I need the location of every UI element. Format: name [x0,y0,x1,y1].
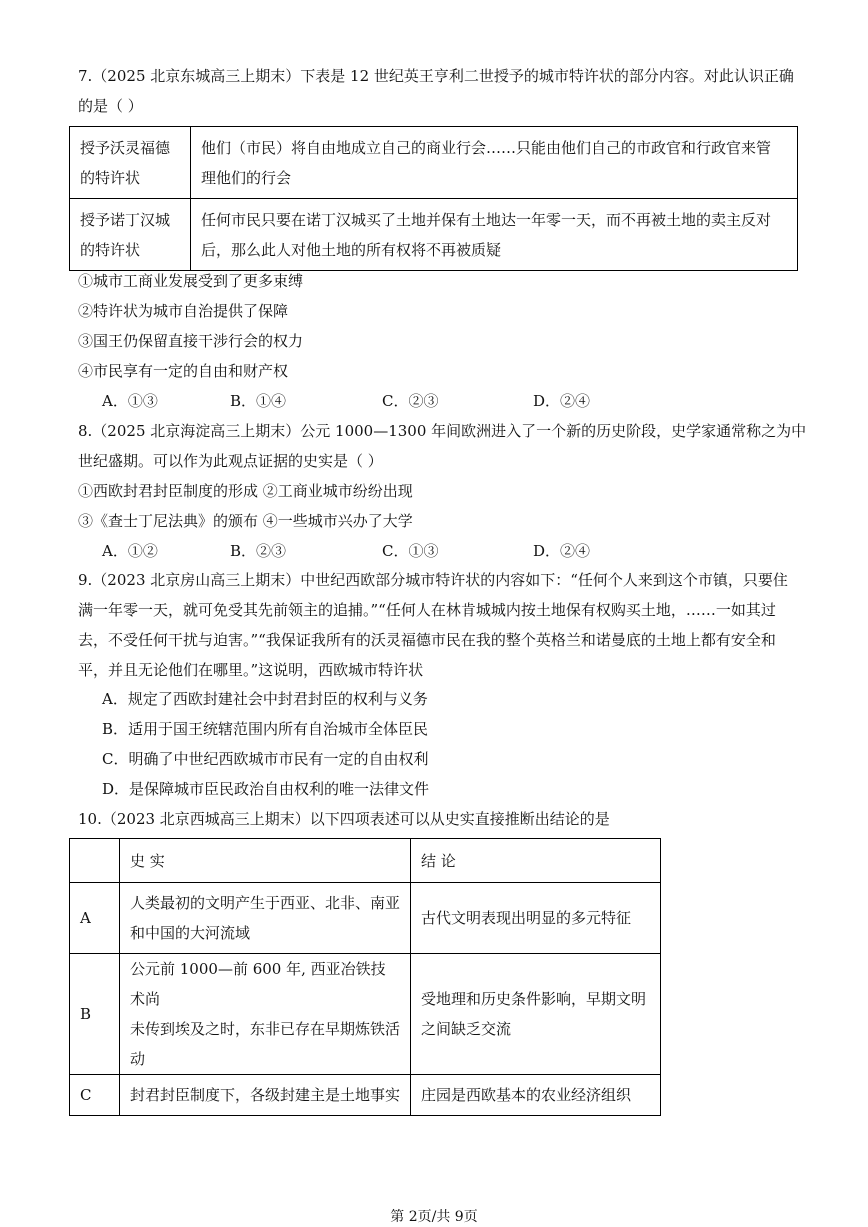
table-row [70,1075,661,1116]
cell-line: 古代文明表现出明显的多元特征 [421,909,632,927]
row-letter: A [70,883,120,954]
row-letter: C [70,1075,120,1116]
cell-line: 未传到埃及之时，东非已存在早期炼铁活 [130,1020,401,1038]
table-header-empty [70,839,120,883]
q9-option-a[interactable]: A．规定了西欧封建社会中封君封臣的权利与义务 [102,690,428,708]
table-row [70,127,798,199]
q7-option-a[interactable]: A．①③ [102,392,158,410]
table-cell-label [70,199,191,271]
q7-stem-line2: 的是（ ） [78,97,143,115]
q8-option-d[interactable]: D．②④ [533,542,591,560]
row-fact [120,883,411,954]
cell-line: 受地理和历史条件影响，早期文明 [421,990,647,1008]
page-footer: 第 2页/共 9页 [390,1209,478,1225]
q8-option-b[interactable]: B．②③ [230,542,287,560]
cell-line: 理他们的行会 [201,168,292,187]
q8-option-c[interactable]: C．①③ [382,542,439,560]
q9-stem-line: 平，并且无论他们在哪里。”这说明，西欧城市特许状 [78,661,424,679]
q9-option-b[interactable]: B．适用于国王统辖范围内所有自治城市全体臣民 [102,720,429,738]
table-cell-content [191,127,798,199]
cell-line: 任何市民只要在诺丁汉城买了土地并保有土地达一年零一天，而不再被土地的卖主反对 [201,210,772,229]
q7-option-d[interactable]: D．②④ [533,392,591,410]
cell-line: 他们（市民）将自由地成立自己的商业行会……只能由他们自己的市政官和行政官来管 [201,138,772,157]
cell-line: 人类最初的文明产生于西亚、北非、南亚 [130,894,401,912]
cell-line: 庄园是西欧基本的农业经济组织 [421,1086,632,1104]
row-conclusion [411,1075,661,1116]
cell-line: 后，那么此人对他土地的所有权将不再被质疑 [201,240,502,259]
q9-stem-line: 9.（2023 北京房山高三上期末）中世纪西欧部分城市特许状的内容如下：“任何个人来到这个市镇，只要住 [78,571,788,589]
q7-statement: ④市民享有一定的自由和财产权 [78,362,289,380]
q8-stem-line1: 8.（2025 北京海淀高三上期末）公元 1000—1300 年间欧洲进入了一个新的历史阶段，史学家通常称之为中 [78,422,807,440]
q7-statement: ②特许状为城市自治提供了保障 [78,302,289,320]
cell-line: 授予沃灵福德 [80,138,171,157]
row-fact [120,954,411,1075]
table-header-row [70,839,661,883]
q7-option-b[interactable]: B．①④ [230,392,287,410]
cell-line: 和中国的大河流域 [130,924,251,942]
q7-charter-table [69,126,798,271]
cell-line: 封君封臣制度下，各级封建主是土地事实 [130,1086,401,1104]
table-row [70,883,661,954]
row-letter: B [70,954,120,1075]
q10-fact-table [69,838,661,1116]
cell-line: 的特许状 [80,240,141,259]
table-row [70,199,798,271]
row-conclusion [411,883,661,954]
q8-statements-line2: ③《查士丁尼法典》的颁布 ④一些城市兴办了大学 [78,512,413,530]
row-fact [120,1075,411,1116]
cell-line: 的特许状 [80,168,141,187]
q7-stem-line1: 7.（2025 北京东城高三上期末）下表是 12 世纪英王亨利二世授予的城市特许状的部分内容。对此认识正确 [78,67,794,85]
q8-option-a[interactable]: A．①② [102,542,158,560]
row-conclusion [411,954,661,1075]
q8-statements-line1: ①西欧封君封臣制度的形成 ②工商业城市纷纷出现 [78,482,413,500]
q8-stem-line2: 世纪盛期。可以作为此观点证据的史实是（ ） [78,452,383,470]
q9-option-d[interactable]: D．是保障城市臣民政治自由权利的唯一法律文件 [102,780,430,798]
q7-option-c[interactable]: C．②③ [382,392,439,410]
cell-line: 公元前 1000—前 600 年, 西亚冶铁技术尚 [130,960,386,1008]
table-header-conclusion: 结 论 [411,839,661,883]
q9-stem-line: 去，不受任何干扰与迫害。”“我保证我所有的沃灵福德市民在我的整个英格兰和诺曼底的土地上都有安全和 [78,631,776,649]
q9-stem-line: 满一年零一天，就可免受其先前领主的追捕。”“任何人在林肯城城内按土地保有权购买土地，……一如其过 [78,601,776,619]
cell-line: 动 [130,1050,146,1068]
table-cell-label [70,127,191,199]
table-row [70,954,661,1075]
table-header-fact: 史 实 [120,839,411,883]
q7-statement: ①城市工商业发展受到了更多束缚 [78,272,304,290]
q9-option-c[interactable]: C．明确了中世纪西欧城市市民有一定的自由权利 [102,750,429,768]
table-cell-content [191,199,798,271]
q7-statement: ③国王仍保留直接干涉行会的权力 [78,332,304,350]
cell-line: 授予诺丁汉城 [80,210,171,229]
cell-line: 之间缺乏交流 [421,1020,512,1038]
q10-stem: 10.（2023 北京西城高三上期末）以下四项表述可以从史实直接推断出结论的是 [78,810,610,828]
